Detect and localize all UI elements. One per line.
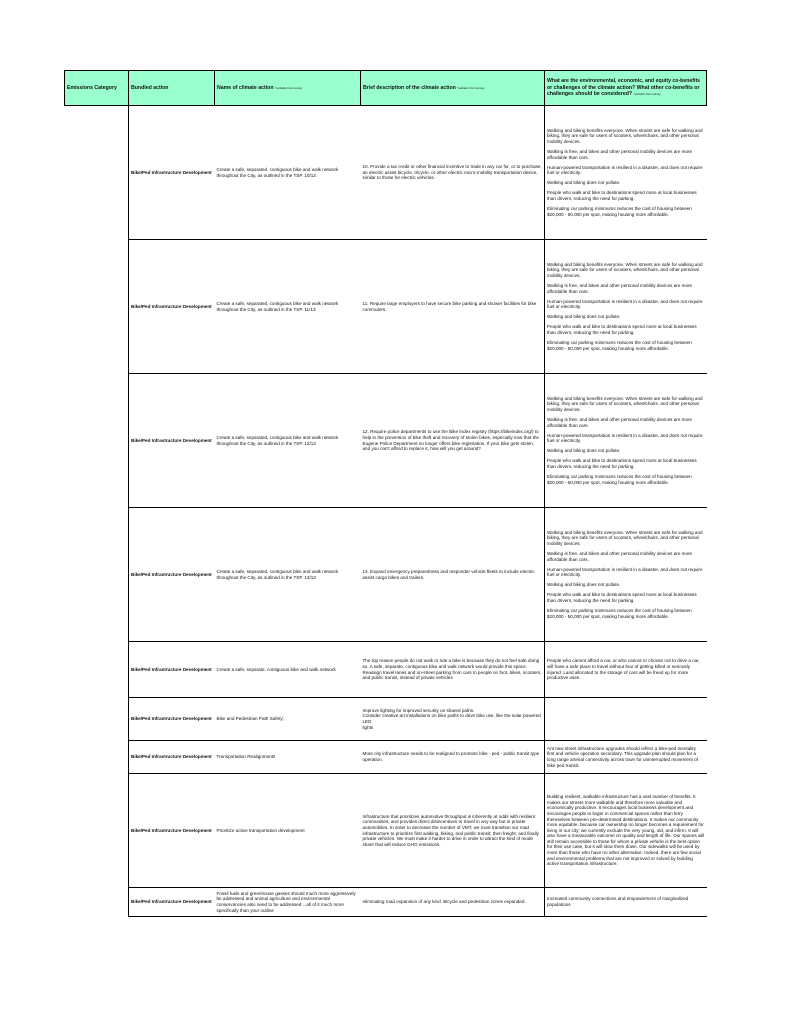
description-cell: 10. Provide a tax credit or other financial incentive to trade in any car for, or to purchase, an electric assist bicycle, tricycle, or other electric micro-mobility transportation device, similar to those for electric vehicles. <box>361 106 545 240</box>
emissions-category-cell <box>65 774 129 888</box>
emissions-category-cell <box>65 508 129 642</box>
header-name-note: *verbatim from survey <box>274 85 303 90</box>
cobenefit-paragraph: Human-powered transportation is resilient in a disaster, and does not require fuel or electricity. <box>547 298 703 310</box>
emissions-category-cell <box>65 642 129 698</box>
table-row <box>65 888 707 917</box>
table-row <box>65 374 707 508</box>
climate-action-name-cell: Fossil fuels and greenhouse gasses should much more aggressively be addressed and animal agriculture and environmental conservancies also need to be addressed ...all of it much more specifically than your outline <box>215 888 361 917</box>
emissions-category-cell <box>65 106 129 240</box>
bundled-action-cell: Bike/Ped Infrastructure Development <box>129 508 215 642</box>
bundled-action-cell: Bike/Ped Infrastructure Development <box>129 106 215 240</box>
climate-action-name-cell: Bike and Pedestrian Path Safety; <box>215 698 361 741</box>
cobenefits-cell <box>545 374 707 508</box>
climate-action-name-cell: Prioritize active transportation development <box>215 774 361 888</box>
description-cell: 13. Expand emergency preparedness and responder vehicle fleets to include electric assist cargo bikes and trailers. <box>361 508 545 642</box>
cobenefit-paragraph: Eliminating car parking minimums reduces the cost of housing between $20,000 - 50,000 per spot, making housing more affordable. <box>547 608 692 619</box>
table-row <box>65 508 707 642</box>
climate-action-name-cell: Transportation Realignments <box>215 741 361 774</box>
bundled-action-cell: Bike/Ped Infrastructure Development <box>129 741 215 774</box>
emissions-category-cell <box>65 741 129 774</box>
description-cell: Improve lighting for improved security on shared paths. Consider creative art installations on bike paths to drive bike use, like the solar powered LED lights <box>361 698 545 741</box>
emissions-category-cell <box>65 888 129 917</box>
cobenefit-paragraph: Walking and biking benefits everyone. When streets are safe for walking and biking, they are safe for users of scooters, wheelchairs, and other personal mobility devices. <box>547 261 703 278</box>
cobenefits-cell <box>545 698 707 741</box>
climate-action-name-cell: Create a safe, separated, contiguous bike and walk network throughout the City, as outlined in the TSP. 12/13 <box>215 374 361 508</box>
cobenefit-paragraph: Walking and biking benefits everyone. When streets are safe for walking and biking, they are safe for users of scooters, wheelchairs, and other personal mobility devices. <box>547 395 703 412</box>
cobenefit-paragraph: Eliminating car parking minimums reduces the cost of housing between $20,000 - 50,000 per spot, making housing more affordable. <box>547 340 692 351</box>
emissions-category-cell <box>65 698 129 741</box>
header-bundled-action: Bundled action <box>129 71 215 106</box>
header-description-note: *verbatim from survey <box>457 85 485 90</box>
bundled-action-cell: Bike/Ped Infrastructure Development <box>129 698 215 741</box>
description-cell: More city infrastructure needs to be realigned to promote bike - ped - public transit type operation. <box>361 741 545 774</box>
table-row <box>65 106 707 240</box>
cobenefit-paragraph: Human-powered transportation is resilient in a disaster, and does not require fuel or electricity. <box>547 566 703 578</box>
cobenefit-paragraph: Walking and biking does not pollute. <box>547 314 621 320</box>
bundled-action-cell: Bike/Ped Infrastructure Development <box>129 774 215 888</box>
cobenefits-cell <box>545 888 707 917</box>
description-cell: The top reason people do not walk or ride a bike is because they do not feel safe doing so. A safe, separate, contiguous bike and walk network would provide this space. Reassign travel lanes and on-street parking from cars to people on foot, bikes, scooters, and public transit, instead of private vehicles. <box>361 642 545 698</box>
cobenefits-cell <box>545 774 707 888</box>
header-cobenefits-note: *verbatim from survey <box>633 92 661 97</box>
cobenefits-cell <box>545 240 707 374</box>
cobenefit-paragraph: Eliminating car parking minimums reduces the cost of housing between $20,000 - 50,000 per spot, making housing more affordable. <box>547 474 692 485</box>
cobenefits-cell <box>545 741 707 774</box>
cobenefit-paragraph: Walking and biking does not pollute. <box>547 180 621 186</box>
climate-action-name-cell: Create a safe, separated, contiguous bike and walk network throughout the City, as outlined in the TSP. 10/13 <box>215 106 361 240</box>
cobenefit-paragraph: Building resilient, walkable infrastructure has a vast number of benefits. It makes our streets more walkable and therefore more valuable and economically productive. It encourages local business development and encourages people to linger in commercial spaces rather than ferry themselves between pre-determined destinations. It makes our community more equitable, because car ownership no longer becomes a requirement for living in our city; we currently exclude the very young, old, and infirm. It will also have a measurable outcome on quality and length of life. Our spaces will still remain accessible to those for whom a private vehicle is the best option for their use case, but it will slow them down. Our sidewalks will be used by more than those who have no other alternative. Indeed, there are few social and environmental problems that are not improved or solved by building active transportation infrastructure. <box>547 794 705 867</box>
description-cell: 12. Require police departments to use the Bike Index registry (https://bikeindex.org/) to help in the prevention of bike theft and recovery of stolen bikes, especially now that the Eugene Police Department no longer offers bike registration. If your bike gets stolen, and you can't afford to replace it, how will you get around? <box>361 374 545 508</box>
cobenefit-paragraph: Walking is free, and bikes and other personal mobility devices are more affordable than cars. <box>547 148 693 160</box>
description-cell: Infrastructure that prioritizes automotive throughput is inherently at odds with resilient communities, and provides direct disincentives to travel in any way but in private automobiles. In order to decrease the number of VMT, we must transition our road infrastructure to prioritize first walking, biking, and public transit; then freight; and finally private vehicles. We must make it harder to drive in order to attract the kind of mode share that will reduce GHG emissions. <box>361 774 545 888</box>
table-row <box>65 240 707 374</box>
header-row <box>65 71 707 106</box>
header-description-label: Brief description of the climate action <box>363 84 456 91</box>
climate-action-name-cell: Create a safe, separated, contiguous bike and walk network throughout the City, as outlined in the TSP. 13/13 <box>215 508 361 642</box>
cobenefit-paragraph: People who cannot afford a car, or who cannot or choose not to drive a car, will have a safe place to travel without fear of getting killed or seriously injured. Land allocated to the storage of cars will be freed up for more productive uses. <box>547 658 700 681</box>
cobenefits-cell <box>545 642 707 698</box>
table-row <box>65 741 707 774</box>
header-name-label: Name of climate action <box>217 84 274 91</box>
cobenefit-paragraph: Eliminating car parking minimums reduces the cost of housing between $20,000 - 50,000 per spot, making housing more affordable. <box>547 206 692 217</box>
bundled-action-cell: Bike/Ped Infrastructure Development <box>129 888 215 917</box>
header-cobenefits-label: What are the environmental, economic, and equity co-benefits or challenges of the climate action? What other co-benefits or challenges should be considered? <box>547 78 701 98</box>
cobenefit-paragraph: People who walk and bike to destinations spend more at local businesses than drivers, reducing the need for parking. <box>547 592 697 604</box>
cobenefit-paragraph: Walking and biking benefits everyone. When streets are safe for walking and biking, they are safe for users of scooters, wheelchairs, and other personal mobility devices. <box>547 529 703 546</box>
cobenefit-paragraph: Walking is free, and bikes and other personal mobility devices are more affordable than cars. <box>547 282 693 294</box>
cobenefit-paragraph: Human-powered transportation is resilient in a disaster, and does not require fuel or electricity. <box>547 164 703 176</box>
cobenefit-paragraph: People who walk and bike to destinations spend more at local businesses than drivers, reducing the need for parking. <box>547 458 697 470</box>
cobenefit-paragraph: People who walk and bike to destinations spend more at local businesses than drivers, reducing the need for parking. <box>547 324 697 336</box>
header-cobenefits <box>545 71 707 106</box>
table-body <box>65 106 707 917</box>
cobenefit-paragraph: Walking is free, and bikes and other personal mobility devices are more affordable than cars. <box>547 416 693 428</box>
climate-action-name-cell: Create a safe, separated, contiguous bike and walk network throughout the City, as outlined in the TSP. 11/13 <box>215 240 361 374</box>
table-row <box>65 642 707 698</box>
cobenefit-paragraph: Walking and biking benefits everyone. When streets are safe for walking and biking, they are safe for users of scooters, wheelchairs, and other personal mobility devices. <box>547 127 703 144</box>
cobenefit-paragraph: Walking and biking does not pollute. <box>547 448 621 454</box>
cobenefit-paragraph: Walking and biking does not pollute. <box>547 582 621 588</box>
bundled-action-cell: Bike/Ped Infrastructure Development <box>129 642 215 698</box>
table-row <box>65 698 707 741</box>
cobenefit-paragraph: Human-powered transportation is resilient in a disaster, and does not require fuel or electricity. <box>547 432 703 444</box>
emissions-category-cell <box>65 240 129 374</box>
emissions-category-cell <box>65 374 129 508</box>
cobenefit-paragraph: Ant new street infrastructure upgrades should reflect a bike-ped mentality first and vehicle operation secondary. This upgrade plan should plan for a long range arterial connectivity across town for uninterrupted movement of bike ped transit. <box>547 745 698 768</box>
header-emissions-category: Emissions Category <box>65 71 129 106</box>
climate-action-name-cell: Create a safe, separate, contiguous bike and walk network <box>215 642 361 698</box>
description-cell: 11. Require large employers to have secure bike parking and shower facilities for bike commuters. <box>361 240 545 374</box>
header-climate-action-name <box>215 71 361 106</box>
cobenefit-paragraph: Walking is free, and bikes and other personal mobility devices are more affordable than cars. <box>547 550 693 562</box>
cobenefit-paragraph: Increased community connections and empowerment of marginalized populations <box>547 896 689 907</box>
climate-actions-table <box>64 70 707 917</box>
cobenefits-cell <box>545 106 707 240</box>
cobenefit-paragraph: People who walk and bike to destinations spend more at local businesses than drivers, reducing the need for parking. <box>547 190 697 202</box>
bundled-action-cell: Bike/Ped Infrastructure Development <box>129 240 215 374</box>
description-cell: eliminating road expansion of any kind. Bicycle and pedestrian zones expanded. <box>361 888 545 917</box>
table-row <box>65 774 707 888</box>
cobenefits-cell <box>545 508 707 642</box>
bundled-action-cell: Bike/Ped Infrastructure Development <box>129 374 215 508</box>
header-description <box>361 71 545 106</box>
